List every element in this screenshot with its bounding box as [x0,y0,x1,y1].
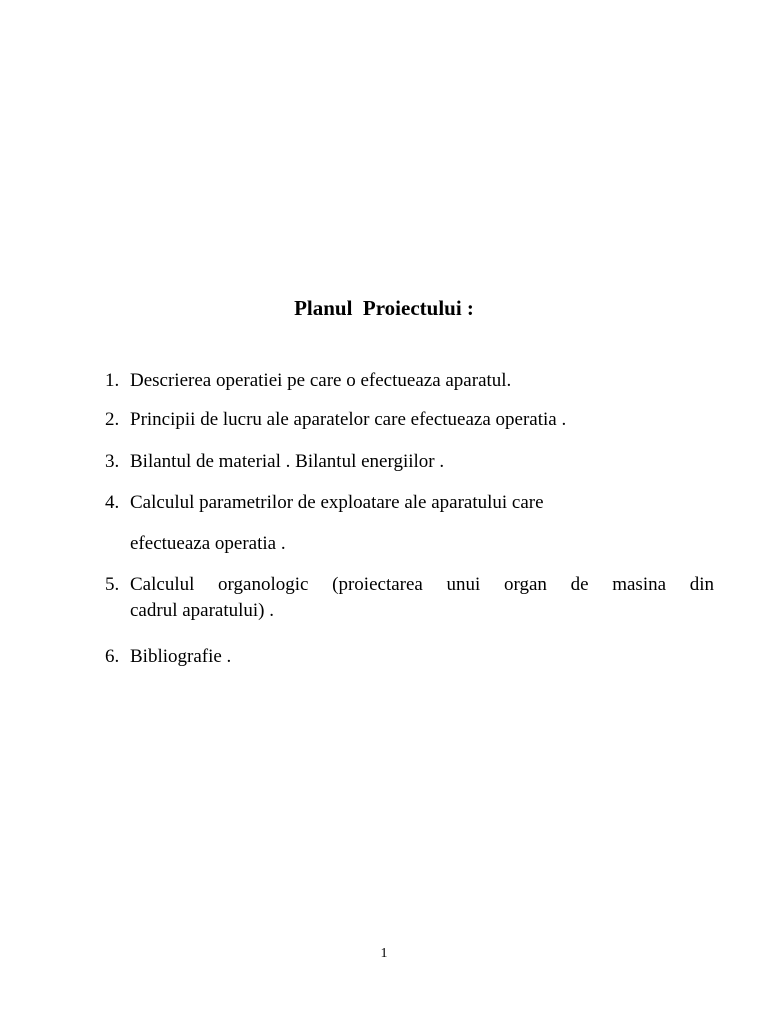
list-item [105,571,714,625]
list-item-number: 3. [105,451,120,472]
list-item-text: Calculul parametrilor de exploatare ale aparatului care [130,492,544,513]
list-item-text: Calculul organologic (proiectarea unui organ de masina din [130,574,714,595]
list-item-text: Bibliografie . [130,646,232,667]
list-item-text-continuation: cadrul aparatului) . [130,600,275,621]
list-item-number: 6. [105,646,120,667]
list-item [105,448,714,476]
list-item-number: 5. [105,574,120,595]
list-item-number: 1. [105,370,120,391]
list-item [105,367,714,395]
list-item [105,643,714,671]
page-number: 1 [380,946,388,961]
list-item-text-continuation: efectueaza operatia . [130,533,286,554]
list-item [105,406,714,434]
list-item [105,489,714,558]
list-item-text: Bilantul de material . Bilantul energiilor . [130,451,445,472]
page-title: Planul Proiectului : [294,296,474,320]
list-item-text: Principii de lucru ale aparatelor care efectueaza operatia . [130,409,567,430]
list-item-number: 2. [105,409,120,430]
list-item-text: Descrierea operatiei pe care o efectueaza aparatul. [130,370,512,391]
list-item-number: 4. [105,492,120,513]
